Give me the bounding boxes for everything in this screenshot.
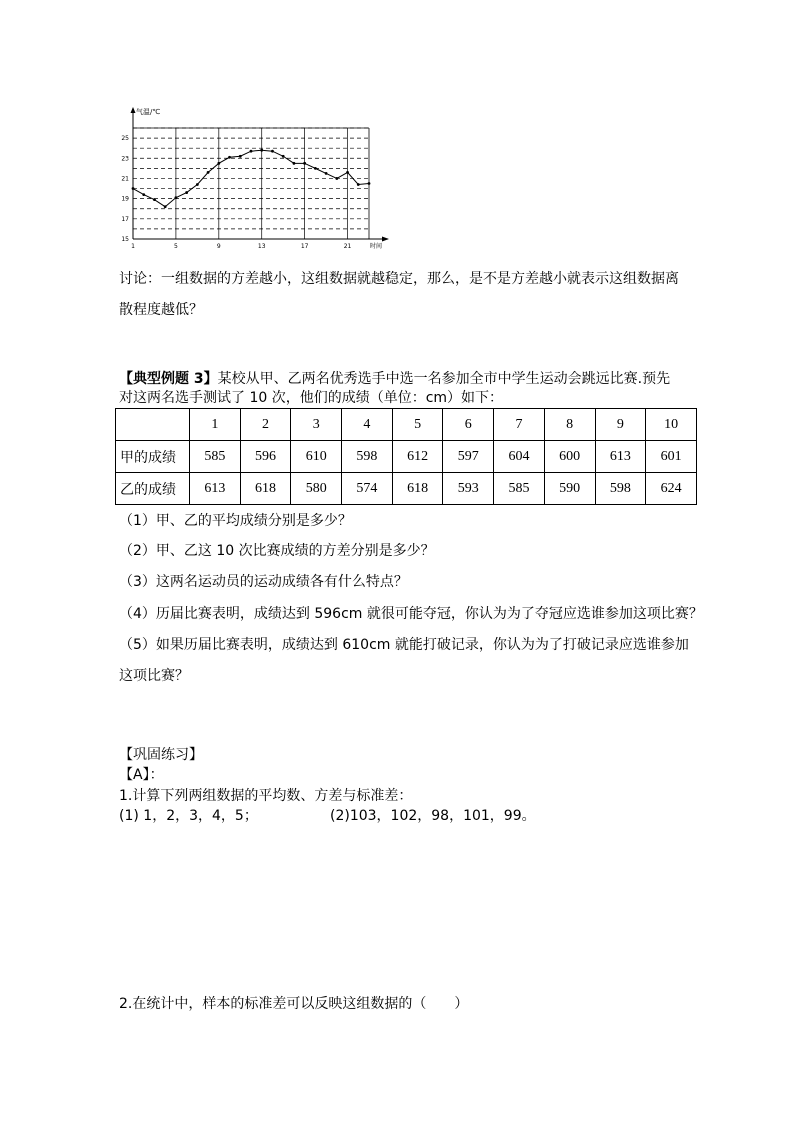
practice-section-a: 【A】：: [119, 767, 164, 783]
data-point: [175, 196, 178, 199]
temperature-line-chart: [116, 104, 398, 252]
table-cell: 604: [494, 441, 545, 473]
x-tick-label: 1: [131, 243, 135, 250]
table-cell: 618: [240, 473, 291, 505]
table-row: [116, 441, 697, 473]
chart-series: [132, 149, 371, 208]
data-point: [293, 162, 296, 165]
data-point: [228, 156, 231, 159]
question-2: （2）甲、乙这 10 次比赛成绩的方差分别是多少？: [119, 543, 435, 559]
example-intro-line-1: [119, 369, 670, 389]
table-cell: 593: [443, 473, 494, 505]
score-table: [115, 408, 697, 505]
table-header-cell: 5: [392, 409, 443, 441]
data-point: [207, 171, 210, 174]
table-cell: 598: [342, 441, 393, 473]
chart-grid: [133, 128, 369, 239]
table-header-cell: 6: [443, 409, 494, 441]
exercise-2: 2.在统计中，样本的标准差可以反映这组数据的（ ）: [119, 996, 469, 1012]
table-header-cell: 3: [291, 409, 342, 441]
table-header-cell: 1: [190, 409, 241, 441]
y-tick-label: 19: [121, 195, 129, 203]
table-cell: 610: [291, 441, 342, 473]
y-axis-label: 气温/℃: [136, 108, 161, 116]
data-point: [303, 162, 306, 165]
chart-svg: [116, 104, 398, 252]
data-point: [314, 167, 317, 170]
y-tick-label: 23: [121, 155, 129, 163]
x-tick-label: 17: [300, 243, 309, 250]
table-cell: 612: [392, 441, 443, 473]
y-tick-label: 17: [121, 215, 129, 223]
data-point: [196, 183, 199, 186]
table-header-row: [116, 409, 697, 441]
x-tick-label: 9: [216, 243, 221, 250]
table-cell: 600: [544, 441, 595, 473]
question-3: （3）这两名运动员的运动成绩各有什么特点？: [119, 574, 408, 590]
question-5-line-1: （5）如果历届比赛表明，成绩达到 610cm 就能打破记录，你认为为了打破记录应选谁参加: [119, 637, 689, 653]
table-cell: 601: [646, 441, 697, 473]
data-point: [260, 149, 263, 152]
table-cell: 585: [494, 473, 545, 505]
table-cell: 596: [240, 441, 291, 473]
question-4: （4）历届比赛表明，成绩达到 596cm 就很可能夺冠，你认为为了夺冠应选谁参加这项比赛？: [119, 606, 703, 622]
data-point: [271, 150, 274, 153]
x-tick-label: 13: [257, 243, 266, 250]
table-cell: 613: [595, 441, 646, 473]
data-point: [335, 177, 338, 180]
data-point: [239, 155, 242, 158]
table-cell: 574: [342, 473, 393, 505]
practice-heading: 【巩固练习】: [119, 747, 203, 763]
chart-axes: [131, 107, 390, 242]
discussion-line-1: 讨论：一组数据的方差越小，这组数据就越稳定，那么，是不是方差越小就表示这组数据离: [119, 271, 679, 287]
question-1: （1）甲、乙的平均成绩分别是多少？: [119, 513, 352, 529]
table-cell: 585: [190, 441, 241, 473]
example-intro-line-2: 对这两名选手测试了 10 次，他们的成绩（单位：cm）如下：: [119, 390, 504, 406]
x-tick-label: 5: [173, 243, 178, 250]
y-tick-label: 15: [121, 236, 129, 243]
exercise-1-part-2: (2)103，102，98，101，99。: [330, 808, 536, 824]
data-point: [346, 171, 349, 174]
table-cell: 613: [190, 473, 241, 505]
data-point: [325, 172, 328, 175]
x-axis-arrow: [382, 237, 389, 242]
data-point: [185, 191, 188, 194]
data-point: [357, 183, 360, 186]
data-point: [250, 150, 253, 153]
chart-tick-labels: [121, 135, 351, 250]
data-point: [368, 182, 371, 185]
table-row: [116, 473, 697, 505]
example-heading: 【典型例题 3】: [119, 371, 218, 387]
data-point: [142, 193, 145, 196]
data-point: [164, 205, 167, 208]
y-axis-arrow: [131, 107, 136, 113]
exercise-1: 1.计算下列两组数据的平均数、方差与标准差：: [119, 788, 413, 804]
table-header-cell: 8: [544, 409, 595, 441]
table-row-label: 乙的成绩: [116, 473, 190, 505]
question-5-line-2: 这项比赛？: [119, 668, 189, 684]
table-cell: 580: [291, 473, 342, 505]
table-cell: 618: [392, 473, 443, 505]
table-header-cell: 4: [342, 409, 393, 441]
discussion-line-2: 散程度越低？: [119, 302, 203, 318]
x-tick-label: 21: [343, 243, 352, 250]
table-row-label: 甲的成绩: [116, 441, 190, 473]
data-point: [217, 162, 220, 165]
exercise-1-part-1: (1) 1，2，3，4，5；: [119, 808, 258, 824]
table-cell: 624: [646, 473, 697, 505]
example-intro-text: 某校从甲、乙两名优秀选手中选一名参加全市中学生运动会跳远比赛.预先: [217, 371, 671, 387]
data-point: [282, 155, 285, 158]
y-tick-label: 21: [121, 175, 129, 183]
data-point: [132, 187, 135, 190]
table-header-cell: 7: [494, 409, 545, 441]
table-header-cell: [116, 409, 190, 441]
table-header-cell: 10: [646, 409, 697, 441]
y-tick-label: 25: [121, 135, 129, 143]
table-cell: 590: [544, 473, 595, 505]
table-header-cell: 9: [595, 409, 646, 441]
data-point: [153, 198, 156, 201]
table-cell: 597: [443, 441, 494, 473]
table-header-cell: 2: [240, 409, 291, 441]
x-axis-label: 时间: [370, 243, 383, 250]
table-cell: 598: [595, 473, 646, 505]
